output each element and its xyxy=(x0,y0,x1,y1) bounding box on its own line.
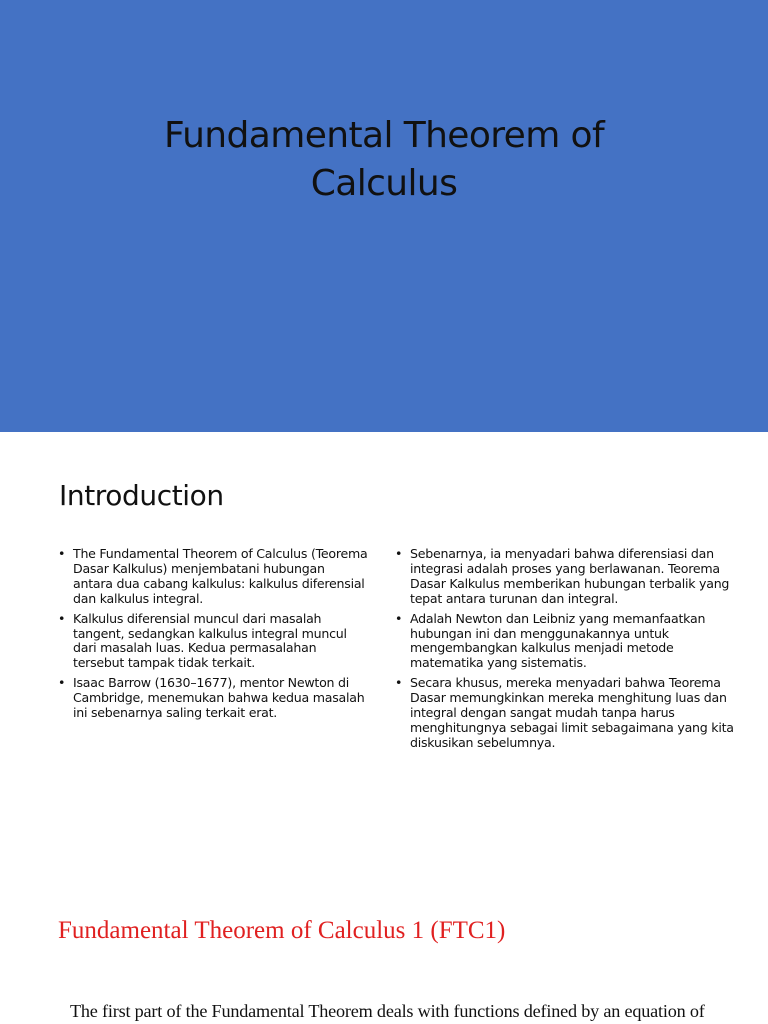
list-item-text: Isaac Barrow (1630–1677), mentor Newton di Cambridge, menemukan bahwa kedua masalah ini sebenarnya saling terkait erat. xyxy=(73,675,365,721)
bullet-icon: • xyxy=(395,546,403,561)
right-bullet-list xyxy=(395,547,740,756)
left-bullet-list xyxy=(58,547,368,726)
list-item-text: Adalah Newton dan Leibniz yang memanfaatkan hubungan ini dan menggunakannya untuk mengembangkan kalkulus menjadi metode matematika yang sistematis. xyxy=(410,610,706,671)
bullet-icon: • xyxy=(58,546,66,561)
list-item xyxy=(395,612,740,672)
list-item xyxy=(58,547,368,607)
presentation-title xyxy=(40,112,728,208)
list-item xyxy=(58,612,368,672)
list-item xyxy=(395,547,740,607)
ftc1-body-text: The first part of the Fundamental Theorem deals with functions defined by an equation of xyxy=(70,1001,705,1021)
title-line-2: Calculus xyxy=(310,163,458,204)
title-slide xyxy=(0,0,768,432)
list-item-text: Kalkulus diferensial muncul dari masalah tangent, sedangkan kalkulus integral muncul dari masalah luas. Kedua permasalahan tersebut tampak tidak terkait. xyxy=(73,610,347,671)
list-item-text: The Fundamental Theorem of Calculus (Teorema Dasar Kalkulus) menjembatani hubungan antara dua cabang kalkulus: kalkulus diferensial dan kalkulus integral. xyxy=(73,546,368,606)
list-item-text: Secara khusus, mereka menyadari bahwa Teorema Dasar memungkinkan mereka menghitung luas dan integral dengan sangat mudah tanpa harus menghitungnya sebagai limit sebagaimana yang kita diskusikan sebelumnya. xyxy=(410,675,734,750)
bullet-icon: • xyxy=(395,675,403,691)
introduction-heading: Introduction xyxy=(59,479,224,512)
bullet-icon: • xyxy=(58,675,66,691)
list-item xyxy=(58,676,368,721)
list-item xyxy=(395,676,740,751)
title-line-1: Fundamental Theorem of xyxy=(163,115,605,156)
ftc1-heading: Fundamental Theorem of Calculus 1 (FTC1) xyxy=(58,917,506,944)
list-item-text: Sebenarnya, ia menyadari bahwa diferensiasi dan integrasi adalah proses yang berlawanan. Teorema Dasar Kalkulus memberikan hubungan terbalik yang tepat antara turunan dan integral. xyxy=(410,546,730,606)
bullet-icon: • xyxy=(58,610,66,626)
bullet-icon: • xyxy=(395,610,403,626)
